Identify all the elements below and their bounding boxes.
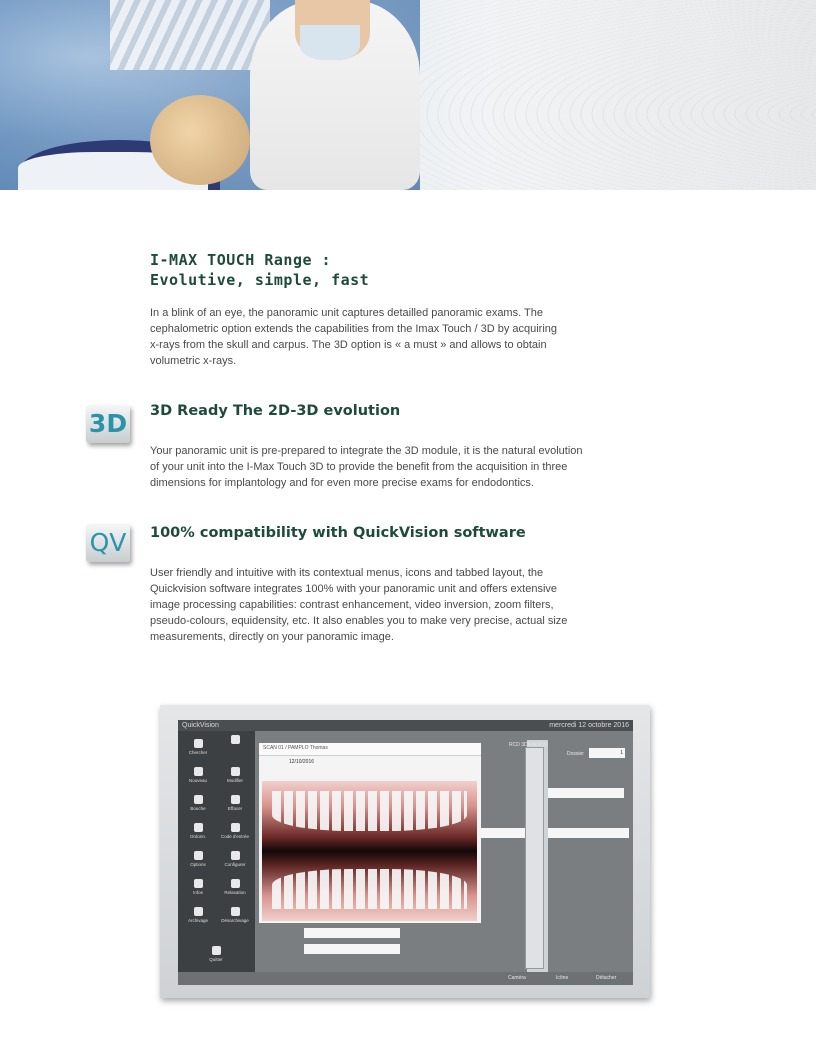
dentist-mask: [300, 25, 360, 60]
info-icon: [194, 879, 203, 888]
radios-strip[interactable]: [525, 747, 544, 969]
image-window-title: SCAN 01 / PAMPLO Thomas: [263, 745, 328, 751]
app-date: mercredi 12 octobre 2016: [549, 722, 629, 729]
section-qv-paragraph: [150, 565, 640, 645]
section-qv-line: pseudo-colours, equidensity, etc. It also enables you to make very precise, actual size: [150, 615, 568, 627]
intro-line: In a blink of an eye, the panoramic unit captures detailled panoramic exams. The: [150, 307, 543, 319]
dossier-field[interactable]: 1: [589, 748, 625, 758]
tool-archivage[interactable]: Archivage: [180, 907, 216, 923]
software-screenshot: [160, 705, 650, 998]
dossier-label: Dossier: [567, 751, 584, 757]
options-icon: [194, 851, 203, 860]
intro-line: cephalometric option extends the capabilities from the Imax Touch / 3D by acquiring: [150, 323, 558, 335]
exam-date: 12/10/2016: [289, 759, 315, 765]
title-line-1: I-MAX TOUCH Range :: [150, 251, 332, 269]
intro-paragraph: [150, 305, 640, 369]
section-qv-line: image processing capabilities: contrast enhancement, video inversion, zoom filters,: [150, 599, 554, 611]
section-qv-heading: 100% compatibility with QuickVision software: [150, 525, 526, 541]
strip-label-rcd: RCD 3D: [509, 742, 528, 748]
lock-icon: [231, 823, 240, 832]
document-icon: [194, 823, 203, 832]
tool-ordonnance[interactable]: Ordonn.: [180, 823, 216, 839]
patient-field[interactable]: [304, 944, 400, 954]
quit-button[interactable]: Quitter: [198, 946, 234, 962]
quickvision-screen: [178, 720, 633, 985]
qv-badge-icon: QV: [86, 524, 130, 562]
tool-relaxation[interactable]: Relaxation: [217, 879, 253, 895]
section-qv-line: User friendly and intuitive with its contextual menus, icons and tabbed layout, the: [150, 567, 544, 579]
tool-configurer[interactable]: Configurer: [217, 851, 253, 867]
tool-options[interactable]: Options: [180, 851, 216, 867]
header-photo: [0, 0, 816, 190]
camera-label[interactable]: Caméra: [508, 975, 526, 981]
tool-modifier[interactable]: Modifier: [217, 767, 253, 783]
edit-icon: [231, 767, 240, 776]
detach-label[interactable]: Détacher: [596, 975, 617, 981]
tool-code-entree[interactable]: Code d'entrée: [217, 823, 253, 839]
tool-bouche[interactable]: Bouche: [180, 795, 216, 811]
upper-teeth: [272, 791, 467, 831]
app-title-bar: [178, 720, 633, 731]
section-qv-line: measurements, directly on your panoramic image.: [150, 631, 394, 643]
tool-effacer[interactable]: Effacer: [217, 795, 253, 811]
strip-label-radios: RADIOS: [528, 742, 548, 748]
tool-arrows[interactable]: [217, 735, 253, 746]
section-qv-line: Quickvision software integrates 100% with your panoramic unit and offers extensive: [150, 583, 558, 595]
image-window-title-bar: [259, 743, 481, 756]
section-3d-paragraph: [150, 443, 640, 491]
unarchive-icon: [231, 907, 240, 916]
panoramic-xray-image[interactable]: [262, 781, 477, 921]
icon-label[interactable]: Icône: [556, 975, 569, 981]
info-field[interactable]: [544, 788, 624, 798]
page-title: [150, 250, 369, 290]
3d-badge-icon: 3D: [86, 405, 130, 443]
patient-head: [150, 95, 250, 185]
tool-infos[interactable]: Infos: [180, 879, 216, 895]
section-3d-line: of your unit into the I-Max Touch 3D to provide the benefit from the acquisition in three: [150, 461, 568, 473]
new-icon: [194, 767, 203, 776]
archive-icon: [194, 907, 203, 916]
bottom-status-bar: [178, 972, 633, 985]
section-3d-line: dimensions for implantology and for even more precise exams for endodontics.: [150, 477, 534, 489]
eraser-icon: [231, 795, 240, 804]
exit-door-icon: [212, 946, 221, 955]
tool-nouveau[interactable]: Nouveau: [180, 767, 216, 783]
intro-line: x-rays from the skull and carpus. The 3D option is « a must » and allows to obtain: [150, 339, 547, 351]
patient-image-window: [259, 743, 481, 923]
info-field[interactable]: [481, 828, 529, 838]
search-icon: [194, 739, 203, 748]
lower-teeth: [272, 869, 467, 909]
tool-chercher[interactable]: Chercher: [180, 739, 216, 755]
patient-field[interactable]: [304, 928, 400, 938]
section-3d-heading: 3D Ready The 2D-3D evolution: [150, 403, 401, 419]
tool-desarchivage[interactable]: Désarchivage: [217, 907, 253, 923]
wrench-icon: [231, 851, 240, 860]
section-3d-line: Your panoramic unit is pre-prepared to integrate the 3D module, it is the natural evolution: [150, 445, 583, 457]
decorative-wave-pattern: [420, 0, 816, 190]
arrow-icon: [231, 735, 240, 744]
dental-lamp: [110, 0, 270, 70]
tool-panel: [178, 731, 255, 972]
info-field[interactable]: [544, 828, 629, 838]
intro-line: volumetric x-rays.: [150, 355, 237, 367]
mouth-icon: [194, 795, 203, 804]
title-line-2: Evolutive, simple, fast: [150, 271, 370, 289]
app-name: QuickVision: [182, 722, 219, 729]
image-icon: [231, 879, 240, 888]
